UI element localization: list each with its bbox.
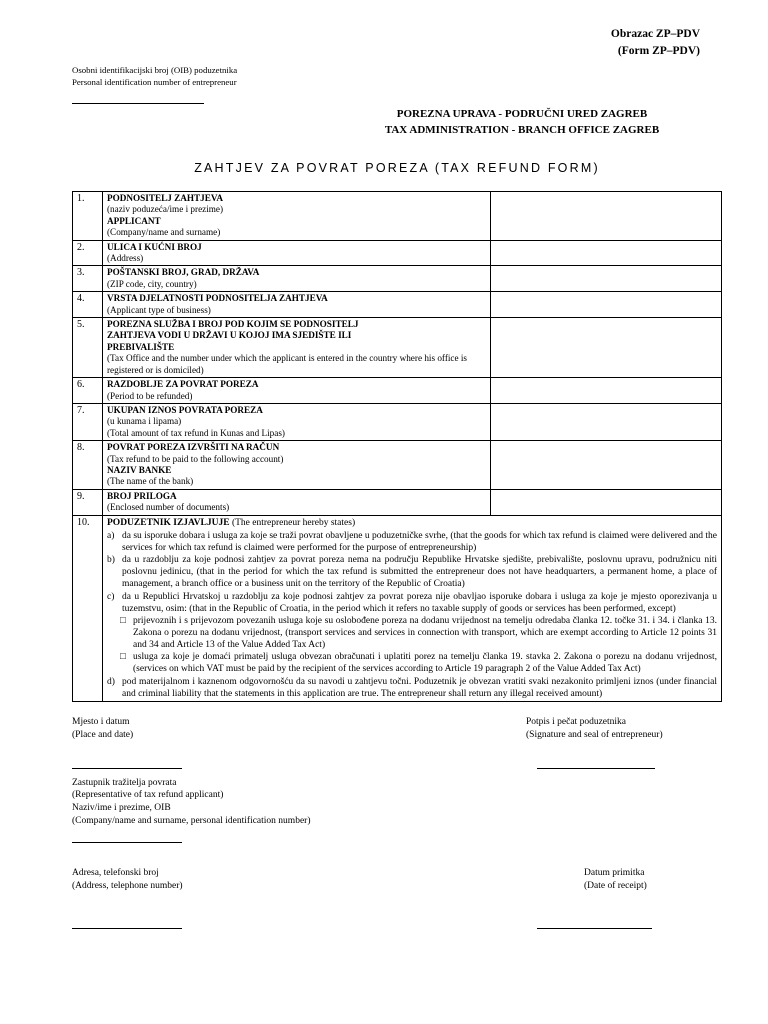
row-value-cell — [491, 292, 722, 318]
statement-row — [73, 515, 722, 701]
row-label-en: (Applicant type of business) — [107, 304, 211, 315]
form-row — [73, 240, 722, 266]
bottom-lines-row — [72, 928, 722, 929]
statement-item-text: da u Republici Hrvatskoj u razdoblju za koje podnosi zahtjev za povrat poreza nije obavljao isporuke dobara i usluga za koje je mjesto oporezivanja u tuzemstvu, osim: (that in the Republic of Croatia, in the period which it refers no taxable supply of goods or services has been performed, except) — [122, 591, 717, 614]
row-number: 10. — [73, 515, 103, 701]
statement-item-text: da su isporuke dobara i usluga za koje se traži povrat obavljene u poduzetničke svrhe, (that the goods for which tax refund is claimed were delivered and the services for which tax refund is claimed were performed for the purpose of entrepreneurship) — [122, 530, 717, 553]
row-value-cell — [491, 240, 722, 266]
form-row — [73, 266, 722, 292]
row-number: 9. — [73, 489, 103, 515]
form-table-body — [73, 192, 722, 702]
receipt-date-line — [537, 928, 652, 929]
oib-label-en: Personal identification number of entrepreneur — [72, 76, 237, 87]
form-code-block — [72, 26, 722, 61]
row-label-cell — [103, 266, 491, 292]
address-line — [72, 928, 182, 929]
office-header — [287, 107, 757, 139]
form-row — [73, 489, 722, 515]
row-number: 8. — [73, 441, 103, 490]
representative-name-label-hr: Naziv/ime i prezime, OIB — [72, 803, 171, 814]
statement-cell — [103, 515, 722, 701]
checkbox-icon: □ — [120, 652, 126, 663]
row-label-hr: APPLICANT — [107, 215, 161, 226]
row-number: 2. — [73, 240, 103, 266]
statement-item-text: da u razdoblju za koje podnosi zahtjev za povrat poreza nema na području Republike Hrvatske sjedište, prebivalište, poslovnu upravu, podružnicu niti poslovnu jedinicu, (that in the period for which the tax refund is submitted the entrepreneur does not have headquarters, a permanent home, a place of management, a branch office or a business unit on the territory of the Republic of Croatia) — [122, 555, 717, 590]
signature-block — [526, 716, 694, 742]
row-label-cell — [103, 292, 491, 318]
address-receipt-row — [72, 867, 722, 893]
place-date-label-hr: Mjesto i datum — [72, 716, 130, 727]
row-number: 3. — [73, 266, 103, 292]
row-label-en: (The name of the bank) — [107, 476, 194, 487]
form-table — [72, 191, 722, 702]
place-date-line — [72, 768, 182, 769]
row-label-hr: RAZDOBLJE ZA POVRAT POREZA — [107, 379, 259, 390]
row-value-cell — [491, 489, 722, 515]
statement-item-text: prijevoznih i s prijevozom povezanih usluga koje su oslobođene poreza na dodanu vrijednost na temelju odredaba članka 12. točke 31. i 34. i članka 13. Zakona o porezu na dodanu vrijednost, (transport services and services in connection with transport, which are exempt according to Article 12 points 31 and 34 and Article 13 of the Value Added Tax Act) — [133, 615, 717, 651]
receipt-label-en: (Date of receipt) — [584, 880, 647, 891]
row-label-en: (Period to be refunded) — [107, 390, 193, 401]
oib-block — [72, 64, 722, 105]
row-label-cell — [103, 441, 491, 490]
address-label-en: (Address, telephone number) — [72, 880, 183, 891]
form-row — [73, 441, 722, 490]
form-row — [73, 403, 722, 440]
form-title: ZAHTJEV ZA POVRAT POREZA (TAX REFUND FORM) — [194, 161, 600, 175]
representative-name-label-en: (Company/name and surname, personal identification number) — [72, 815, 311, 826]
row-label-en: (Tax refund to be paid to the following account) — [107, 453, 284, 464]
row-label-cell — [103, 318, 491, 378]
place-signature-row — [72, 716, 722, 742]
oib-fill-line — [72, 103, 204, 104]
row-label-en: (Total amount of tax refund in Kunas and Lipas) — [107, 427, 285, 438]
row-value-cell — [491, 441, 722, 490]
signature-label-en: (Signature and seal of entrepreneur) — [526, 729, 663, 740]
form-code-en: (Form ZP–PDV) — [617, 45, 700, 58]
item-marker: a) — [107, 530, 115, 541]
address-label-hr: Adresa, telefonski broj — [72, 867, 159, 878]
row-label-hr: PREBIVALIŠTE — [107, 341, 175, 352]
row-label-hr: POREZNA SLUŽBA I BROJ POD KOJIM SE PODNOSITELJ — [107, 319, 359, 330]
row-label-hr: PODNOSITELJ ZAHTJEVA — [107, 193, 223, 203]
row-label-hr: POVRAT POREZA IZVRŠITI NA RAČUN — [107, 442, 280, 453]
statement-item — [107, 554, 717, 590]
row-label-hr: ULICA I KUĆNI BROJ — [107, 241, 202, 252]
receipt-block — [584, 867, 696, 893]
statement-heading-hr: PODUZETNIK IZJAVLJUJE — [107, 517, 230, 528]
item-marker: b) — [107, 555, 115, 566]
row-number: 7. — [73, 403, 103, 440]
form-row — [73, 378, 722, 404]
row-number: 4. — [73, 292, 103, 318]
row-label-cell — [103, 240, 491, 266]
row-value-cell — [491, 318, 722, 378]
form-row — [73, 318, 722, 378]
representative-label-hr: Zastupnik tražitelja povrata — [72, 777, 177, 788]
row-label-cell — [103, 378, 491, 404]
place-date-block — [72, 716, 133, 742]
row-label-en: (ZIP code, city, country) — [107, 278, 197, 289]
form-row — [73, 292, 722, 318]
row-label-hr: ZAHTJEVA VODI U DRŽAVI U KOJOJ IMA SJEDIŠTE ILI — [107, 330, 352, 341]
first-lines-row — [72, 768, 722, 769]
receipt-label-hr: Datum primitka — [584, 867, 645, 878]
statement-item-text: usluga za koje je domaći primatelj usluga obvezan obračunati i uplatiti porez na temelju članka 19. stavka 2. Zakona o porezu na dodanu vrijednost, (services on which VAT must be paid by the recipient of the services according to Article 19 paragraph 2 of the Value Added Tax Act) — [133, 652, 717, 675]
row-label-hr: VRSTA DJELATNOSTI PODNOSITELJA ZAHTJEVA — [107, 293, 328, 304]
signature-line — [537, 768, 655, 769]
row-label-en: (Tax Office and the number under which the applicant is entered in the country where his office is registered or is domiciled) — [107, 353, 468, 375]
representative-block — [72, 777, 722, 828]
signature-label-hr: Potpis i pečat poduzetnika — [526, 716, 626, 727]
office-line-hr: POREZNA UPRAVA - PODRUČNI URED ZAGREB — [396, 108, 648, 121]
statement-item — [107, 530, 717, 554]
item-marker: d) — [107, 676, 115, 687]
office-line-en: TAX ADMINISTRATION - BRANCH OFFICE ZAGREB — [384, 124, 660, 137]
statement-item — [107, 615, 717, 651]
form-code-hr: Obrazac ZP–PDV — [610, 28, 700, 40]
row-label-hr: BROJ PRILOGA — [107, 490, 177, 501]
row-label-hr: NAZIV BANKE — [107, 464, 172, 475]
row-label-en: (Address) — [107, 253, 144, 264]
item-marker: c) — [107, 591, 115, 602]
row-number: 5. — [73, 318, 103, 378]
row-label-en: (naziv poduzeća/ime i prezime) — [107, 204, 224, 215]
row-label-cell — [103, 489, 491, 515]
row-label-en: (u kunama i lipama) — [107, 416, 182, 427]
row-label-en: (Enclosed number of documents) — [107, 502, 230, 513]
place-date-label-en: (Place and date) — [72, 729, 134, 740]
row-value-cell — [491, 192, 722, 241]
row-number: 1. — [73, 192, 103, 241]
statement-item — [107, 676, 717, 700]
address-block — [72, 867, 183, 893]
statement-item — [107, 651, 717, 675]
row-label-en: (Company/name and surname) — [107, 227, 221, 238]
representative-line — [72, 842, 182, 843]
checkbox-icon: □ — [120, 615, 126, 626]
row-number: 6. — [73, 378, 103, 404]
form-row — [73, 192, 722, 241]
row-label-cell — [103, 403, 491, 440]
statement-item-text: pod materijalnom i kaznenom odgovornošću da su navodi u zahtjevu točni. Poduzetnik je obvezan vratiti svaki nezakonito primljeni iznos (under financial and criminal liability that the statements in this application are true. The entrepreneur shall return any illegal received amount) — [122, 676, 717, 699]
representative-label-en: (Representative of tax refund applicant) — [72, 790, 224, 801]
row-value-cell — [491, 266, 722, 292]
oib-label-hr: Osobni identifikacijski broj (OIB) poduzetnika — [72, 64, 238, 75]
row-value-cell — [491, 403, 722, 440]
row-label-hr: POŠTANSKI BROJ, GRAD, DRŽAVA — [107, 267, 260, 278]
row-value-cell — [491, 378, 722, 404]
row-label-cell — [103, 192, 491, 241]
statement-heading-en: (The entrepreneur hereby states) — [229, 517, 356, 528]
form-footer — [72, 716, 722, 930]
statement-item — [107, 591, 717, 615]
statement-heading — [107, 517, 717, 529]
row-label-hr: UKUPAN IZNOS POVRATA POREZA — [107, 404, 263, 415]
